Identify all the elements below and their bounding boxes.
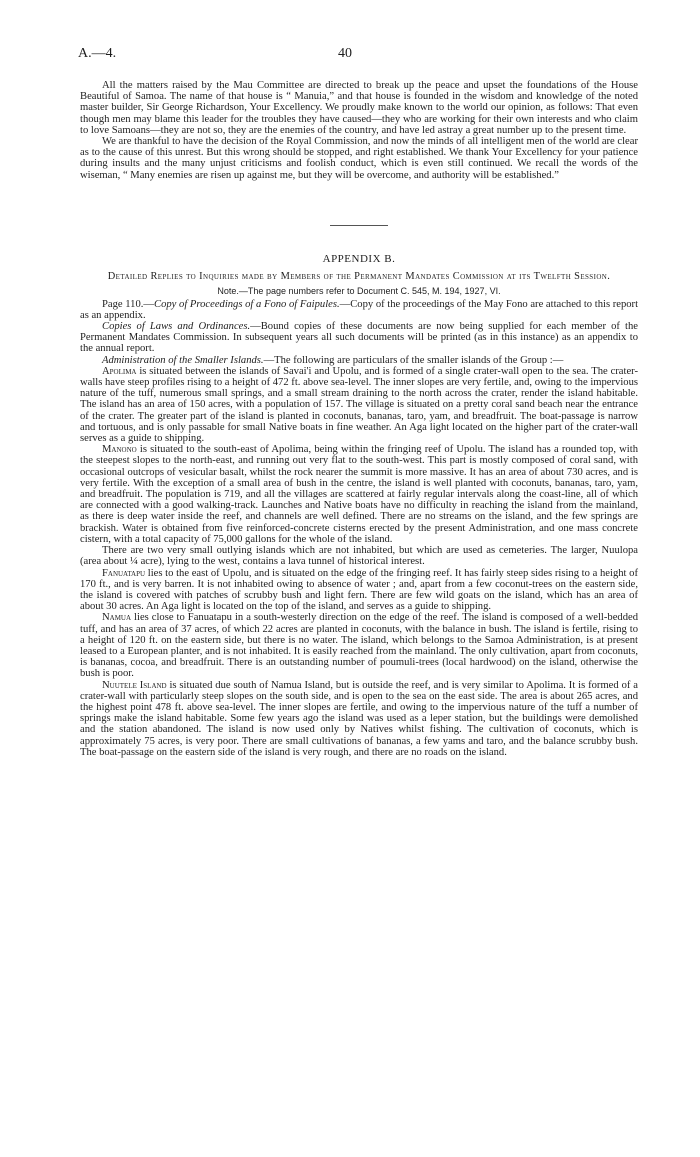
appendix-subtitle: Detailed Replies to Inquiries made by Members of the Permanent Mandates Commission at its Twelfth Session.	[107, 271, 611, 283]
page-header	[80, 46, 638, 66]
island-paragraph-nuutele: Nuutele Island is situated due south of Namua Island, but is outside the reef, and is very similar to Apolima. It is formed of a crater-wall with particularly steep slopes on the south side, and is open to the sea on the east side. The area is about 265 acres, and the highest point 478 ft. above sea-level. The inner slopes are fertile, and owing to the impervious nature of the tuff a number of springs make the island habitable. Some few years ago the island was used as a leper station, but the buildings were demolished and the station abandoned. The island is now used only by Natives whilst fishing. The cultivation of coconuts, which is approximately 75 acres, is very poor. There are small cultivations of bananas, a few yams and taro, and the balance scrubby bush. The boat-passage on the eastern side of the island is very rough, and there are no roads on the island.	[80, 679, 638, 758]
island-paragraph-apolima: Apolima is situated between the islands of Savai'i and Upolu, and is formed of a single crater-wall open to the sea. The crater-walls have steep profiles rising to a height of 472 ft. above sea-level. The inner slopes are very fertile, and, owing to the impervious nature of the tuff, numerous small springs, and a small stream draining to the north across the crater, render the island habitable. The island has an area of 150 acres, with a population of 157. The village is situated on a pretty coral sand beach near the entrance of the crater. The greater part of the island is planted in coconuts, bananas, taro, yam, and breadfruit. The boat-passage is narrow and tortuous, and is only passable for small Native boats in fine weather. An Aga light located on the higher part of the crater-wall serves as a guide to shipping.	[80, 365, 638, 445]
page-reference: A.—4.	[78, 46, 117, 61]
intro-paragraph: All the matters raised by the Mau Committee are directed to break up the peace and upset the foundations of the House Beautiful of Samoa. The name of that house is “ Manuia,” and that house is founded in the wisdom and knowledge of the noted master builder, Sir George Richardson, Your Excellency. We proudly make known to the world our opinion, as follows: That even though men may blame this leader for the troubles they have caused—they who are working for their own interests and who claim to love Samoans—they are not so, they are the enemies of the country, and have led astray a great number up to the present time.	[80, 80, 638, 136]
body-paragraph: Page 110.—Copy of Proceedings of a Fono of Faipules.—Copy of the proceedings of the May Fono are attached to this report as an appendix.	[80, 298, 639, 321]
body-paragraph: Administration of the Smaller Islands.—The following are particulars of the smaller islands of the Group :—	[102, 354, 564, 366]
island-paragraph-namua: Namua lies close to Fanuatapu in a south-westerly direction on the edge of the reef. The island is composed of a well-bedded tuff, and has an area of 37 acres, of which 22 acres are planted in coconuts, with the balance in bush. The island is fertile, rising to a height of 120 ft. on the eastern side, but there is no water. The island, which belongs to the Samoa Administration, is at present leased to a European planter, and is not inhabited. It is easily reached from the mainland. The only cultivation, apart from coconuts, is bananas, cocoa, and breadfruit. There is an outstanding number of poumuli-trees (local hardwood) on the island, otherwise the bush is poor.	[80, 612, 638, 680]
island-paragraph-manono: Manono is situated to the south-east of Apolima, being within the fringing reef of Upolu. The island has a rounded top, with the steepest slopes to the north-east, and running out very flat to the south-west. This part is mostly composed of coral sand, with occasional outcrops of vesicular basalt, whilst the rock nearer the summit is more massive. It has an area of about 730 acres, and is very fertile. With the exception of a small area of bush in the centre, the island is well planted with coconuts, bananas, taro, yam, and breadfruit. The population is 719, and all the villages are scattered at fairly regular intervals along the coast-line, all of which are connected with a good walking-track. Launches and Native boats have no difficulty in reaching the island from the mainland, as there is deep water inside the reef, and channels are well defined. There are no streams on the island, and the few springs are brackish. Water is obtained from five reinforced-concrete cisterns erected by the present Administration, and one mass concrete cistern, with a total capacity of 75,000 gallons for the whole of the island.	[80, 444, 638, 545]
intro-paragraph: We are thankful to have the decision of the Royal Commission, and now the minds of all intelligent men of the world are clear as to the cause of this unrest. But this wrong should be stopped, and right established. We thank Your Excellency for your patience during insults and the many unjust criticisms and foolish conduct, which is even still continued. We recall the words of the wiseman, “ Many enemies are risen up against me, but they will be overcome, and authority will be established.”	[80, 136, 638, 181]
appendix-body	[80, 299, 638, 758]
island-paragraph-fanuatapu: Fanuatapu lies to the east of Upolu, and is situated on the edge of the fringing reef. It has fairly steep sides rising to a height of 170 ft., and is very barren. It is not inhabited owing to absence of water ; and, apart from a few coconut-trees on the eastern side, the island is covered with patches of scrubby bush and light fern. There are few wild goats on the island, which has an area of about 30 acres. An Aga light is located on the top of the island, and serves as a guide to shipping.	[80, 567, 638, 613]
body-paragraph: Copies of Laws and Ordinances.—Bound copies of these documents are now being supplied for each member of the Permanent Mandates Commission. In subsequent years all such documents will be printed (as in this instance) as an appendix to the annual report.	[80, 321, 638, 355]
appendix-title: APPENDIX B.	[322, 252, 396, 265]
section-divider	[330, 225, 388, 226]
intro-section	[80, 80, 638, 181]
page-number: 40	[338, 46, 352, 61]
document-page	[80, 46, 638, 758]
body-paragraph: There are two very small outlying islands which are not inhabited, but which are used as cemeteries. The larger, Nuulopa (area about ¼ acre), lying to the west, contains a lava tunnel of historical interest.	[80, 545, 638, 568]
appendix-note: Note.—The page numbers refer to Document C. 545, M. 194, 1927, VI.	[217, 285, 501, 296]
